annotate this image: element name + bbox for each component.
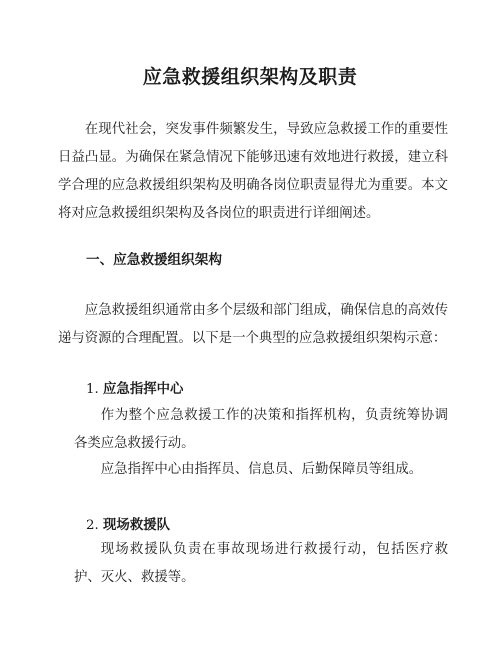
document-title: 应急救援组织架构及职责 xyxy=(142,66,358,88)
item1-title: 应急指挥中心 xyxy=(103,382,184,397)
item1-paragraph-1: 作为整个应急救援工作的决策和指挥机构，负责统筹协调各类应急救援行动。 xyxy=(74,408,448,451)
item1-paragraph-2: 应急指挥中心由指挥员、信息员、后勤保障员等组成。 xyxy=(100,462,423,477)
section-heading-1: 一、应急救援组织架构 xyxy=(86,252,222,268)
item2-heading xyxy=(86,514,170,533)
section1-paragraph: 应急救援组织通常由多个层级和部门组成，确保信息的高效传递与资源的合理配置。以下是一个典型的应急救援组织架构示意： xyxy=(58,303,448,346)
item1-number: 1. xyxy=(86,382,99,397)
item2-title: 现场救援队 xyxy=(103,518,170,533)
intro-paragraph: 在现代社会，突发事件频繁发生，导致应急救援工作的重要性日益凸显。为确保在紧急情况下能够迅速有效地进行救援，建立科学合理的应急救援组织架构及明确各岗位职责显得尤为重要。本文将对应急救援组织架构及各岗位的职责进行详细阐述。 xyxy=(58,122,448,221)
item1-heading xyxy=(86,378,183,397)
item2-number: 2. xyxy=(86,518,99,533)
item2-paragraph-1: 现场救援队负责在事故现场进行救援行动，包括医疗救护、灭火、救援等。 xyxy=(74,542,448,585)
